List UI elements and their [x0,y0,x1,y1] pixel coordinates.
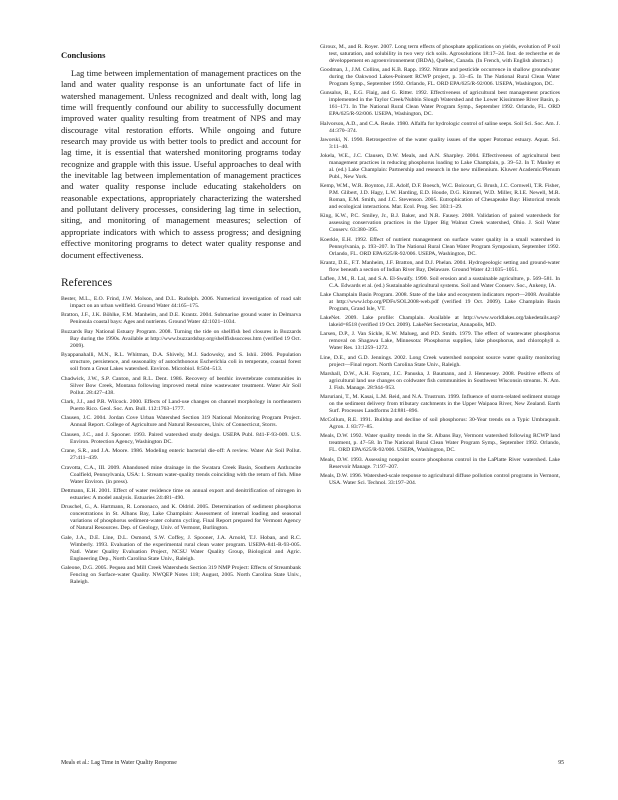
left-column [61,50,301,589]
reference-item: Jokela, W.E., J.C. Clausen, D.W. Meals, and A.N. Sharpley. 2004. Effectiveness of agricultural best management practices in reducing phosphorus loading to Lake Champlain, p. 39–52. In T. Manley et al. (ed.) Lake Champlain: Partnership and research in the new millennium. Kluwer Academic/Plenum Publ., New York. [320,152,560,180]
reference-item: Crane, S.R., and J.A. Moore. 1986. Modeling enteric bacterial die-off: A review. Water Air Soil Pollut. 27:411–439. [61,448,301,462]
reference-item: Larsen, D.P., J. Van Sickle, K.W. Malueg, and P.D. Smith. 1979. The effect of wastewater phosphorus removal on Shagawa Lake, Minnesota: Phosphorus supplies, lake phosphorus, and chlorophyll a. Water Res. 13:1259–1272. [320,331,560,352]
reference-item: King, K.W., P.C. Smiley, Jr., B.J. Baker, and N.R. Fausey. 2008. Validation of paired watersheds for assessing conservation practices in the Upper Big Walnut Creek watershed, Ohio. J. Soil Water Conserv. 63:380–395. [320,213,560,234]
reference-item: Galeone, D.G. 2005. Pequea and Mill Creek Watersheds Section 319 NMP Project: Effects of Streambank Fencing on Surface-water Quality. NWQEP Notes 118; August, 2005. North Carolina State Univ., Raleigh. [61,565,301,586]
reference-item: Krantz, D.E., F.T. Manheim, J.F. Bratton, and D.J. Phelan. 2004. Hydrogeologic setting and ground-water flow beneath a section of Indian River Bay, Delaware. Ground Water 42:1035–1051. [320,259,560,273]
reference-item: Bratton, J.F., J.K. Böhlke, F.M. Manheim, and D.E. Krantz. 2004. Submarine ground water in Delmarva Peninsula coastal bays: Ages and nutrients. Ground Water 42:1021–1034. [61,312,301,326]
reference-item: Gunsalus, B., E.G. Flaig, and G. Ritter. 1992. Effectiveness of agricultural best management practices implemented in the Taylor Creek/Nubbin Slough Watershed and the Lower Kissimmee River Basin, p. 161–171. In The National Rural Clean Water Program Symp., September 1992. Orlando, FL. ORD EPA/625/R-92/006. USEPA, Washington, DC. [320,90,560,118]
reference-item: Meals, D.W. 1992. Water quality trends in the St. Albans Bay, Vermont watershed following RCWP land treatment, p. 47–58. In The National Rural Clean Water Program Symp., September 1992. Orlando, FL. ORD EPA/625/R-92/006. USEPA, Washington, DC. [320,433,560,454]
reference-item: McCollum, R.E. 1991. Buildup and decline of soil phosphorus: 30-Year trends on a Typic Umbraquult. Agron. J. 83:77–85. [320,417,560,431]
reference-item: Line, D.E., and G.D. Jennings. 2002. Long Creek watershed nonpoint source water quality monitoring project—Final report. North Carolina State Univ., Raleigh. [320,354,560,368]
reference-item: Clark, J.J., and P.R. Wilcock. 2000. Effects of Land-use changes on channel morphology in northeastern Puerto Rico. Geol. Soc. Am. Bull. 112:1763–1777. [61,398,301,412]
references-list-left [61,296,301,587]
reference-item: Meals, D.W. 1993. Assessing nonpoint source phosphorus control in the LaPlatte River watershed. Lake Reservoir Manage. 7:197–207. [320,456,560,470]
conclusions-heading: Conclusions [61,50,106,60]
reference-item: Lake Champlain Basin Program. 2008. State of the lake and ecosystem indicators report—2008. Available at http://www.lcbp.org/PDFs/SOL2008-web.pdf (verified 19 Oct. 2009). Lake Champlain Basin Program, Grand Isle, VT. [320,292,560,313]
reference-item: Kemp, W.M., W.R. Boynton, J.E. Adolf, D.F. Boesch, W.C. Boicourt, G. Brush, J.C. Cornwell, T.R. Fisher, P.M. Glibert, J.D. Hagy, L.W. Harding, E.D. Houde, D.G. Kimmel, W.D. Miller, R.I.E. Newell, M.R. Roman, E.M. Smith, and J.C. Stevenson. 2005. Eutrophication of Chesapeake Bay: Historical trends and ecological interactions. Mar. Ecol. Prog. Ser. 303:1–29. [320,183,560,211]
reference-item: Marshall, D.W., A.H. Fayram, J.C. Panuska, J. Baumann, and J. Hennessey. 2008. Positive effects of agricultural land use changes on coldwater fish communities in Southwest Wisconsin streams. N. Am. J. Fish. Manage. 28:944–953. [320,370,560,391]
reference-item: Meals, D.W. 1996. Watershed-scale response to agricultural diffuse pollution control programs in Vermont, USA. Water Sci. Technol. 33:197–204. [320,472,560,486]
reference-item: Gale, J.A., D.E. Line, D.L. Osmond, S.W. Coffey, J. Spooner, J.A. Arnold, T.J. Hoban, and R.C. Wimberly. 1993. Evaluation of the experimental rural clean water program. USEPA-841-R-93-005. Natl. Water Quality Evaluation Project, NCSU Water Quality Group, Biological and Agric. Engineering Dep., North Carolina State Univ., Raleigh. [61,534,301,562]
reference-item: Giroux, M., and R. Royer. 2007. Long term effects of phosphate applications on yields, evolution of P soil test, saturation, and solubility in two very rich soils. Agrosolutions 18:17–24. Inst. de recherche et de développement en agroenvironnement (IRDA), Québec, Canada. (In French, with English abstract.) [320,44,560,64]
reference-item: Chadwick, J.W., S.P. Canton, and R.L. Dent. 1986. Recovery of benthic invertebrate communities in Silver Bow Creek, Montana following improved metal mine wastewater treatment. Water Air Soil Pollut. 28:427–438. [61,375,301,396]
references-heading: References [61,276,113,289]
reference-item: Jaworski, N. 1990. Retrospective of the water quality issues of the upper Potomac estuary. Aquat. Sci. 3:11–40. [320,136,560,150]
reference-item: Cravotta, C.A., III. 2009. Abandoned mine drainage in the Swatara Creek Basin, Southern Anthracite Coalfield, Pennsylvania, USA: 1. Stream water-quality trends coinciding with the return of fish. Mine Water Environ. (in press). [61,464,301,485]
reference-item: Laflen, J.M., R. Lal, and S.A. El-Swaify. 1990. Soil erosion and a sustainable agriculture, p. 569–581. In C.A. Edwards et al. (ed.) Sustainable agricultural systems. Soil and Water Conserv. Soc., Ankeny, IA. [320,275,560,289]
reference-item: Koerkle, E.H. 1992. Effect of nutrient management on surface water quality in a small watershed in Pennsylvania, p. 193–207. In The National Rural Clean Water Program Symposium, September 1992. Orlando, FL. ORD EPA/625/R-92/006. USEPA, Washington, DC. [320,236,560,257]
references-list-right [320,44,560,487]
reference-item: LakeNet. 2009. Lake profile: Champlain. Available at http://www.worldlakes.org/lakedetails.asp?lakeid=8518 (verified 19 Oct. 2009). LakeNet Secretariat, Annapolis, MD. [320,315,560,329]
reference-item: Clausen, J.C., and J. Spooner. 1993. Paired watershed study design. USEPA Publ. 841-F-93-009. U.S. Environ. Protection Agency, Washington DC. [61,431,301,445]
reference-item: Goodman, J., J.M. Collins, and K.B. Rapp. 1992. Nitrate and pesticide occurrence in shallow groundwater during the Oakwood Lakes-Poinsett RCWP project, p. 33–45. In The National Rural Clean Water Program Symp., September 1992. Orlando, FL. ORD EPA/625/R-92/006. USEPA, Washington, DC. [320,67,560,88]
reference-item: Buzzards Bay National Estuary Program. 2008. Turning the tide on shellfish bed closures in Buzzards Bay during the 1990s. Available at http://www.buzzardsbay.org/shellfishsuccess.htm (verified 19 Oct. 2009). [61,328,301,349]
reference-item: Maruriani, T., M. Kasai, L.M. Reid, and N.A. Trustrum. 1999. Influence of storm-related sediment storage on the sediment delivery from tributary catchments in the Upper Waipaoa River, New Zealand. Earth Surf. Processes Landforms 24:881–896. [320,394,560,414]
page-footer [61,760,564,766]
reference-item: Halvorson, A.D., and C.A. Reule. 1980. Alfalfa for hydrologic control of saline seeps. Soil Sci. Soc. Am. J. 44:370–374. [320,120,560,134]
conclusions-paragraph: Lag time between implementation of management practices on the land and water quality response is an unfortunate fact of life in watershed management. Unless recognized and dealt with, long lag time will frequently confound our ability to successfully document improved water quality resulting from treatment of NPS and may discourage vital restoration efforts. While ongoing and future research may provide us with better tools to predict and account for lag time, it is essential that watershed monitoring programs today recognize and grapple with this issue. Useful approaches to deal with the inevitable lag between implementation of management practices and water quality response include educating stakeholders on reasonable expectations, appropriately characterizing the watershed and pollutant delivery processes, considering lag time in selection, siting, and monitoring of management measures; selection of appropriate indicators with which to assess progress; and designing effective monitoring programs to detect water quality response and document effectiveness. [61,68,301,260]
reference-item: Bester, M.L., E.O. Frind, J.W. Molson, and D.L. Rudolph. 2006. Numerical investigation of road salt impact on an urban wellfield. Ground Water 44:165–175. [61,295,301,309]
reference-item: Dettmann, E.H. 2001. Effect of water residence time on annual export and denitrification of nitrogen in estuaries: A model analysis. Estuaries 24:481–490. [61,487,301,501]
page-number: 95 [558,760,564,766]
running-footer-title: Meals et al.: Lag Time in Water Quality Response [61,760,177,766]
reference-item: Byappanahalli, M.N., R.L. Whitman, D.A. Shively, M.J. Sadowsky, and S. Ishii. 2006. Population structure, persistence, and seasonality of autochthonous Escherichia coli in temperate, coastal forest soil from a Great Lakes watershed. Environ. Microbiol. 8:504–513. [61,352,301,373]
reference-item: Druschel, G., A. Hartmann, R. Lomonaco, and K. Oldrid. 2005. Determination of sediment phosphorus concentrations in St. Albans Bay, Lake Champlain: Assessment of internal loading and seasonal variations of phosphorus sediment-water column cycling. Final Report prepared for Vermont Agency of Natural Resources. Dep. of Geology, Univ. of Vermont, Burlington. [61,504,301,532]
reference-item: Clausen, J.C. 2004. Jordan Cove Urban Watershed Section 319 National Monitoring Program Project. Annual Report. College of Agriculture and Natural Resources, Univ. of Connecticut, Storrs. [61,415,301,429]
right-column [320,44,560,489]
